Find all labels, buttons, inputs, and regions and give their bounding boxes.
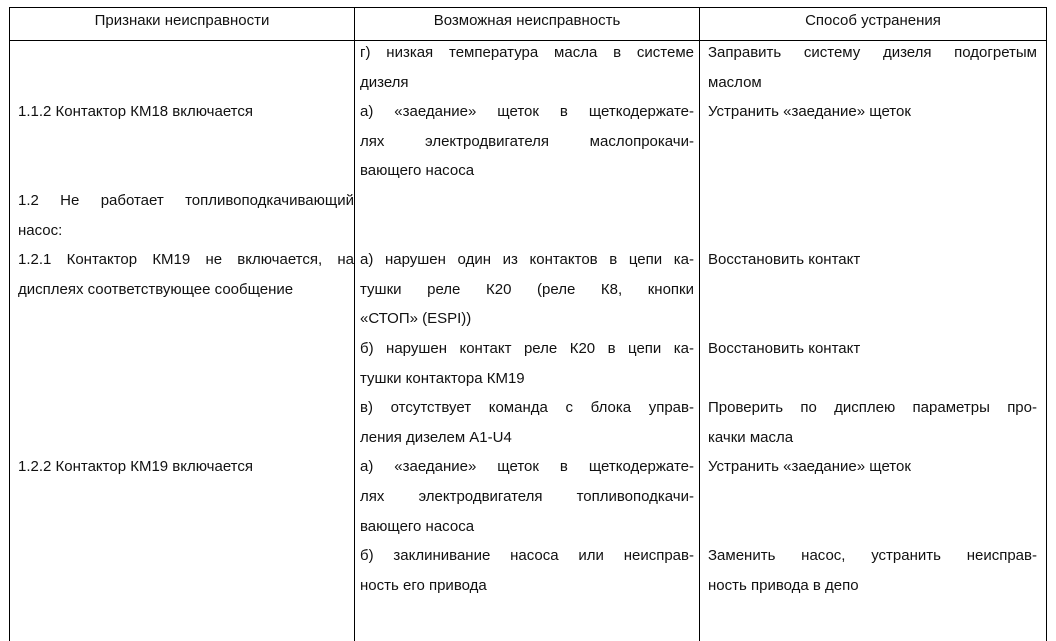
cell-symptom-line: насос:	[18, 221, 63, 239]
table-header-row	[10, 8, 1046, 41]
cell-remedy-line: Заправить систему дизеля подогретым	[708, 44, 1037, 61]
cell-symptom-line: 1.2.1 Контактор КМ19 не включается, на	[18, 251, 354, 269]
cell-fault-line: тушки контактора КМ19	[360, 369, 525, 387]
troubleshooting-table	[9, 7, 1047, 641]
cell-symptom-line: 1.1.2 Контактор КМ18 включается	[18, 103, 254, 121]
header-possible-fault: Возможная неисправность	[433, 12, 621, 29]
cell-fault-line: лях электродвигателя топливоподкачи-	[360, 488, 694, 505]
cell-fault-line: лях электродвигателя маслопрокачи-	[360, 132, 694, 150]
cell-remedy-line: Устранить «заедание» щеток	[708, 458, 911, 476]
cell-remedy-line: Восстановить контакт	[708, 340, 861, 357]
cell-fault-line: а) «заедание» щеток в щеткодержате-	[360, 458, 694, 476]
cell-remedy-line: маслом	[708, 73, 762, 91]
cell-fault-line: в) отсутствует команда с блока управ-	[360, 399, 694, 417]
cell-fault-line: ность его привода	[360, 576, 487, 594]
cell-fault-line: вающего насоса	[360, 517, 475, 535]
cell-remedy-line: Устранить «заедание» щеток	[708, 103, 911, 121]
cell-remedy-line: качки масла	[708, 428, 794, 446]
cell-fault-line: а) нарушен один из контактов в цепи ка-	[360, 251, 694, 269]
cell-symptom-line: 1.2 Не работает топливоподкачивающий	[18, 192, 354, 209]
cell-remedy-line: ность привода в депо	[708, 576, 859, 594]
cell-fault-line: ления дизелем А1-U4	[360, 428, 512, 446]
cell-fault-line: г) низкая температура масла в системе	[360, 44, 694, 61]
column-divider	[354, 8, 355, 641]
cell-fault-line: б) заклинивание насоса или неиспрaв-	[360, 547, 694, 565]
cell-symptom-line: 1.2.2 Контактор КМ19 включается	[18, 458, 254, 476]
cell-symptom-line: дисплеях соответствующее сообщение	[18, 280, 294, 298]
header-remedy: Способ устранения	[805, 12, 941, 29]
cell-remedy-line: Проверить по дисплею параметры про-	[708, 399, 1037, 417]
column-divider	[699, 8, 700, 641]
header-symptoms: Признаки неисправности	[94, 12, 270, 29]
cell-fault-line: б) нарушен контакт реле К20 в цепи ка-	[360, 340, 694, 357]
cell-fault-line: тушки реле К20 (реле К8, кнопки	[360, 280, 694, 298]
cell-fault-line: «СТОП» (ESPI))	[360, 310, 472, 328]
cell-remedy-line: Восстановить контакт	[708, 251, 861, 269]
cell-fault-line: а) «заедание» щеток в щеткодержате-	[360, 103, 694, 121]
cell-fault-line: вающего насоса	[360, 162, 475, 180]
cell-remedy-line: Заменить насос, устранить неисправ-	[708, 547, 1037, 565]
cell-fault-line: дизеля	[360, 73, 409, 91]
